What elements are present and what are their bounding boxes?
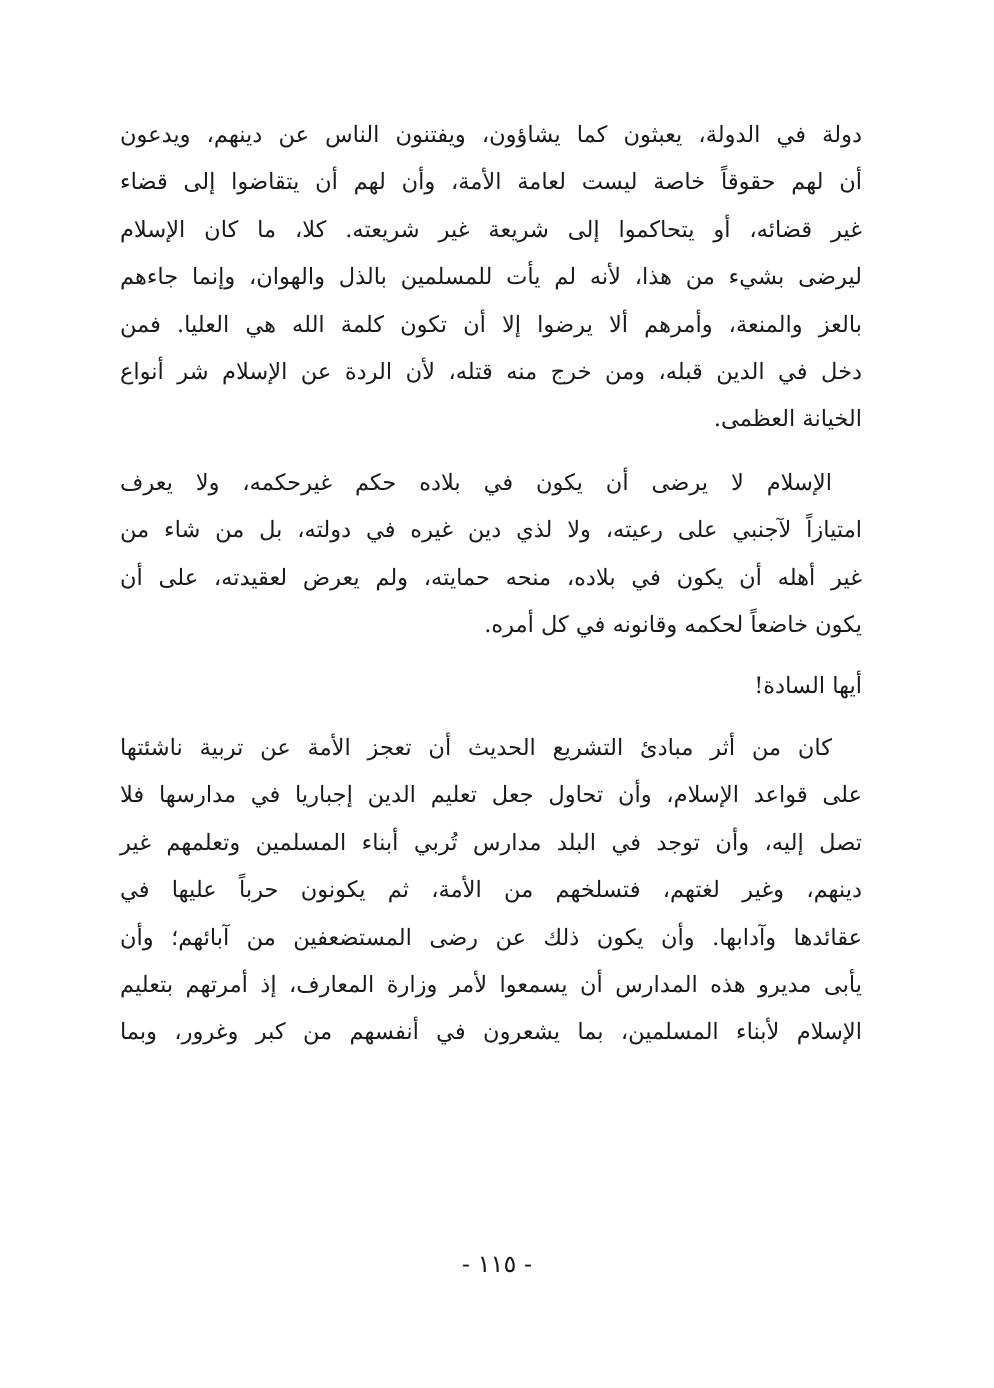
heading-line: أيها السادة!: [754, 673, 862, 700]
text-line: أن لهم حقوقاً خاصة ليست لعامة الأمة، وأن لهم أن يتقاضوا إلى قضاء: [120, 169, 862, 196]
text-line: عقائدها وآدابها. وأن يكون ذلك عن رضى المستضعفين من آبائهم؛ وأن: [120, 924, 862, 951]
text-line: غير قضائه، أو يتحاكموا إلى شريعة غير شريعته. كلا، ما كان الإسلام: [120, 216, 862, 243]
section-heading: [120, 663, 862, 710]
text-line: تصل إليه، وأن توجد في البلد مدارس تُربي أبناء المسلمين وتعلمهم غير: [120, 829, 862, 856]
text-line: امتيازاً لآجنبي على رعيته، ولا لذي دين غيره في دولته، بل من شاء من: [120, 517, 862, 544]
text-line: الإسلام لأبناء المسلمين، بما يشعرون في أنفسهم من كبر وغرور، وبما: [120, 1019, 862, 1046]
text-line: دينهم، وغير لغتهم، فتسلخهم من الأمة، ثم يكونون حرباً عليها في: [120, 877, 862, 904]
text-line: يأبى مديرو هذه المدارس أن يسمعوا لأمر وزارة المعارف، إذ أمرتهم بتعليم: [120, 971, 862, 998]
text-line: غير أهله أن يكون في بلاده، منحه حمايته، ولم يعرض لعقيدته، على أن: [120, 564, 862, 591]
paragraph-2: [120, 460, 862, 650]
text-line: الإسلام لا يرضى أن يكون في بلاده حكم غيرحكمه، ولا يعرف: [120, 469, 832, 496]
text-line: دخل في الدين قبله، ومن خرج منه قتله، لأن الردة عن الإسلام شر أنواع: [120, 359, 862, 386]
body-text: [120, 112, 862, 1057]
paragraph-3: [120, 725, 862, 1057]
text-line: ليرضى بشيء من هذا، لأنه لم يأت للمسلمين بالذل والهوان، وإنما جاءهم: [120, 264, 862, 291]
text-line: الخيانة العظمى.: [713, 406, 862, 433]
page-number: - ١١٥ -: [461, 1250, 533, 1278]
text-line: بالعز والمنعة، وأمرهم ألا يرضوا إلا أن تكون كلمة الله هي العليا. فمن: [120, 311, 862, 338]
text-line: كان من أثر مبادئ التشريع الحديث أن تعجز الأمة عن تربية ناشئتها: [120, 734, 832, 761]
paragraph-1: [120, 112, 862, 444]
text-line: على قواعد الإسلام، وأن تحاول جعل تعليم الدين إجباريا في مدارسها فلا: [120, 782, 862, 809]
text-line: يكون خاضعاً لحكمه وقانونه في كل أمره.: [484, 612, 862, 639]
text-line: دولة في الدولة، يعبثون كما يشاؤون، ويفتنون الناس عن دينهم، ويدعون: [120, 122, 862, 148]
